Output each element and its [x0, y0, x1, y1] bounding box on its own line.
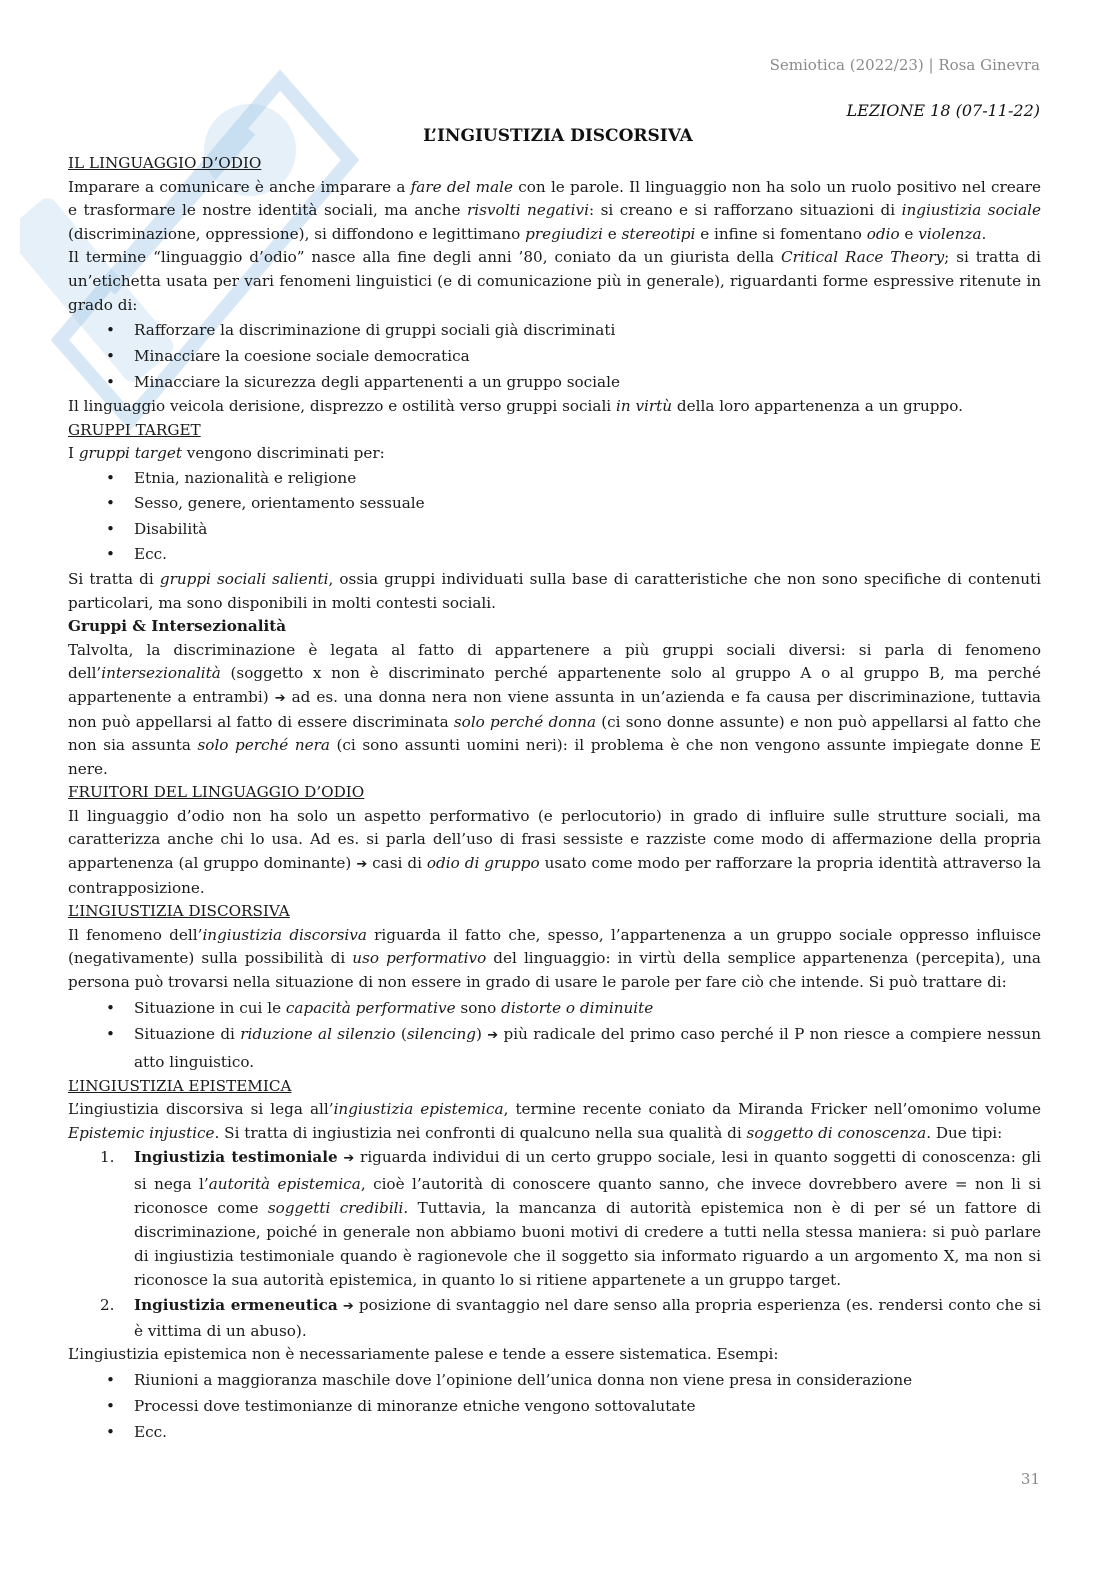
list-item: 2. Ingiustizia ermeneutica ➔ posizione di svantaggio nel dare senso alla propria esperienza (es. rendersi conto che si è vittima di un abuso). — [68, 1293, 1041, 1343]
subsection-heading-intersezionalita: Gruppi & Intersezionalità — [68, 617, 287, 636]
list-item: • Etnia, nazionalità e religione — [68, 466, 1041, 492]
lesson-label: LEZIONE 18 (07-11-22) — [846, 101, 1040, 120]
list-item: • Situazione in cui le capacità performative sono distorte o diminuite — [68, 995, 1041, 1021]
bullet-list — [68, 317, 1041, 395]
list-item: • Rafforzare la discriminazione di gruppi sociali già discriminati — [68, 317, 1041, 343]
paragraph: Il linguaggio veicola derisione, disprezzo e ostilità verso gruppi sociali in virtù della loro appartenenza a un gruppo. — [68, 397, 963, 416]
bullet-list — [68, 995, 1041, 1075]
section-heading-gruppi-target: GRUPPI TARGET — [68, 420, 201, 439]
list-number: 1. — [100, 1148, 115, 1167]
list-item: • Processi dove testimonianze di minoranze etniche vengono sottovalutate — [68, 1393, 1041, 1419]
numbered-list — [68, 1145, 1041, 1343]
page-title: L’INGIUSTIZIA DISCORSIVA — [423, 126, 693, 146]
list-item: • Ecc. — [68, 542, 1041, 568]
list-item: • Minacciare la coesione sociale democratica — [68, 343, 1041, 369]
list-item: 1. Ingiustizia testimoniale ➔ riguarda individui di un certo gruppo sociale, lesi in quanto soggetti di conoscenza: gli si nega l’autorità epistemica, cioè l’autorità di conoscere quanto sanno, che invece dovrebbero avere = non li si riconosce come soggetti credibili. Tuttavia, la mancanza di autorità epistemica non è di per sé un fattore di discriminazione, poiché in generale non abbiamo buoni motivi di credere a tutti nella stessa maniera: si può parlare di ingiustizia testimoniale quando è ragionevole che il soggetto sia informato riguardo a un argomento X, ma non si riconosce la sua autorità epistemica, in quanto lo si ritiene appartenete a un gruppo target. — [68, 1145, 1041, 1292]
section-heading-linguaggio-odio: IL LINGUAGGIO D’ODIO — [68, 154, 262, 172]
arrow-icon: ➔ — [343, 1151, 355, 1167]
list-item: • Disabilità — [68, 517, 1041, 543]
paragraph: L’ingiustizia discorsiva si lega all’ingiustizia epistemica, termine recente coniato da Miranda Fricker nell’omonimo volume Epistemic injustice. Si tratta di ingiustizia nei confronti di qualcuno nella sua qualità di soggetto di conoscenza. Due tipi: — [68, 1100, 1041, 1142]
paragraph: Il linguaggio d’odio non ha solo un aspetto performativo (e perlocutorio) in grado di influire sulle strutture sociali, ma caratterizza anche chi lo usa. Ad es. si parla dell’uso di frasi sessiste e razziste come modo di affermazione della propria appartenenza (al gruppo dominante) ➔ casi di odio di gruppo usato come modo per rafforzare la propria identità attraverso la contrapposizione. — [68, 806, 1042, 897]
document-body — [68, 152, 1041, 1445]
section-heading-discorsiva: L’INGIUSTIZIA DISCORSIVA — [68, 902, 290, 921]
paragraph: I gruppi target vengono discriminati per: — [68, 444, 385, 463]
arrow-icon: ➔ — [356, 857, 368, 873]
section-heading-epistemica: L’INGIUSTIZIA EPISTEMICA — [68, 1076, 292, 1095]
bullet-list — [68, 1367, 1041, 1445]
arrow-icon: ➔ — [487, 1027, 499, 1043]
list-number: 2. — [100, 1295, 115, 1314]
list-item: • Riunioni a maggioranza maschile dove l’opinione dell’unica donna non viene presa in considerazione — [68, 1367, 1041, 1393]
paragraph: Si tratta di gruppi sociali salienti, ossia gruppi individuati sulla base di caratteristiche che non sono specifiche di contenuti particolari, ma sono disponibili in molti contesti sociali. — [68, 569, 1041, 612]
arrow-icon: ➔ — [274, 690, 286, 706]
paragraph: Il fenomeno dell’ingiustizia discorsiva riguarda il fatto che, spesso, l’appartenenza a un gruppo sociale oppresso influisce (negativamente) sulla possibilità di uso performativo del linguaggio: in virtù della semplice appartenenza (percepita), una persona può trovarsi nella situazione di non essere in grado di usare le parole per fare ciò che intende. Si può trattare di: — [68, 925, 1041, 992]
paragraph: L’ingiustizia epistemica non è necessariamente palese e tende a essere sistematica. Esempi: — [68, 1345, 779, 1364]
paragraph: Talvolta, la discriminazione è legata al fatto di appartenere a più gruppi sociali diversi: si parla di fenomeno dell’intersezionalità (soggetto x non è discriminato perché appartenente solo al gruppo A o al gruppo B, ma perché appartenente a entrambi) ➔ ad es. una donna nera non viene assunta in un’azienda e fa causa per discriminazione, tuttavia non può appellarsi al fatto di essere discriminata solo perché donna (ci sono donne assunte) e non può appellarsi al fatto che non sia assunta solo perché nera (ci sono assunti uomini neri): il problema è che non vengono assunte impiegate donne E nere. — [68, 640, 1042, 778]
arrow-icon: ➔ — [342, 1298, 354, 1314]
list-item: • Sesso, genere, orientamento sessuale — [68, 491, 1041, 517]
list-item: • Minacciare la sicurezza degli appartenenti a un gruppo sociale — [68, 369, 1041, 395]
section-heading-fruitori: FRUITORI DEL LINGUAGGIO D’ODIO — [68, 783, 365, 802]
paragraph: Imparare a comunicare è anche imparare a fare del male con le parole. Il linguaggio non ha solo un ruolo positivo nel creare e trasformare le nostre identità sociali, ma anche risvolti negativi: si creano e si rafforzano situazioni di ingiustizia sociale (discriminazione, oppressione), si diffondono e legittimano pregiudizi e stereotipi e infine si fomentano odio e violenza. — [68, 177, 1042, 243]
bullet-list — [68, 466, 1041, 568]
page-number: 31 — [1020, 1470, 1040, 1488]
paragraph: Il termine “linguaggio d’odio” nasce alla fine degli anni ’80, coniato da un giurista della Critical Race Theory; si tratta di un’etichetta usata per vari fenomeni linguistici (e di comunicazione più in generale), riguardanti forme espressive ritenute in grado di: — [68, 248, 1041, 314]
list-item: • Ecc. — [68, 1419, 1041, 1445]
running-header: Semiotica (2022/23) | Rosa Ginevra — [769, 56, 1040, 74]
list-item: • Situazione di riduzione al silenzio (silencing) ➔ più radicale del primo caso perché il P non riesce a compiere nessun atto linguistico. — [68, 1021, 1041, 1075]
